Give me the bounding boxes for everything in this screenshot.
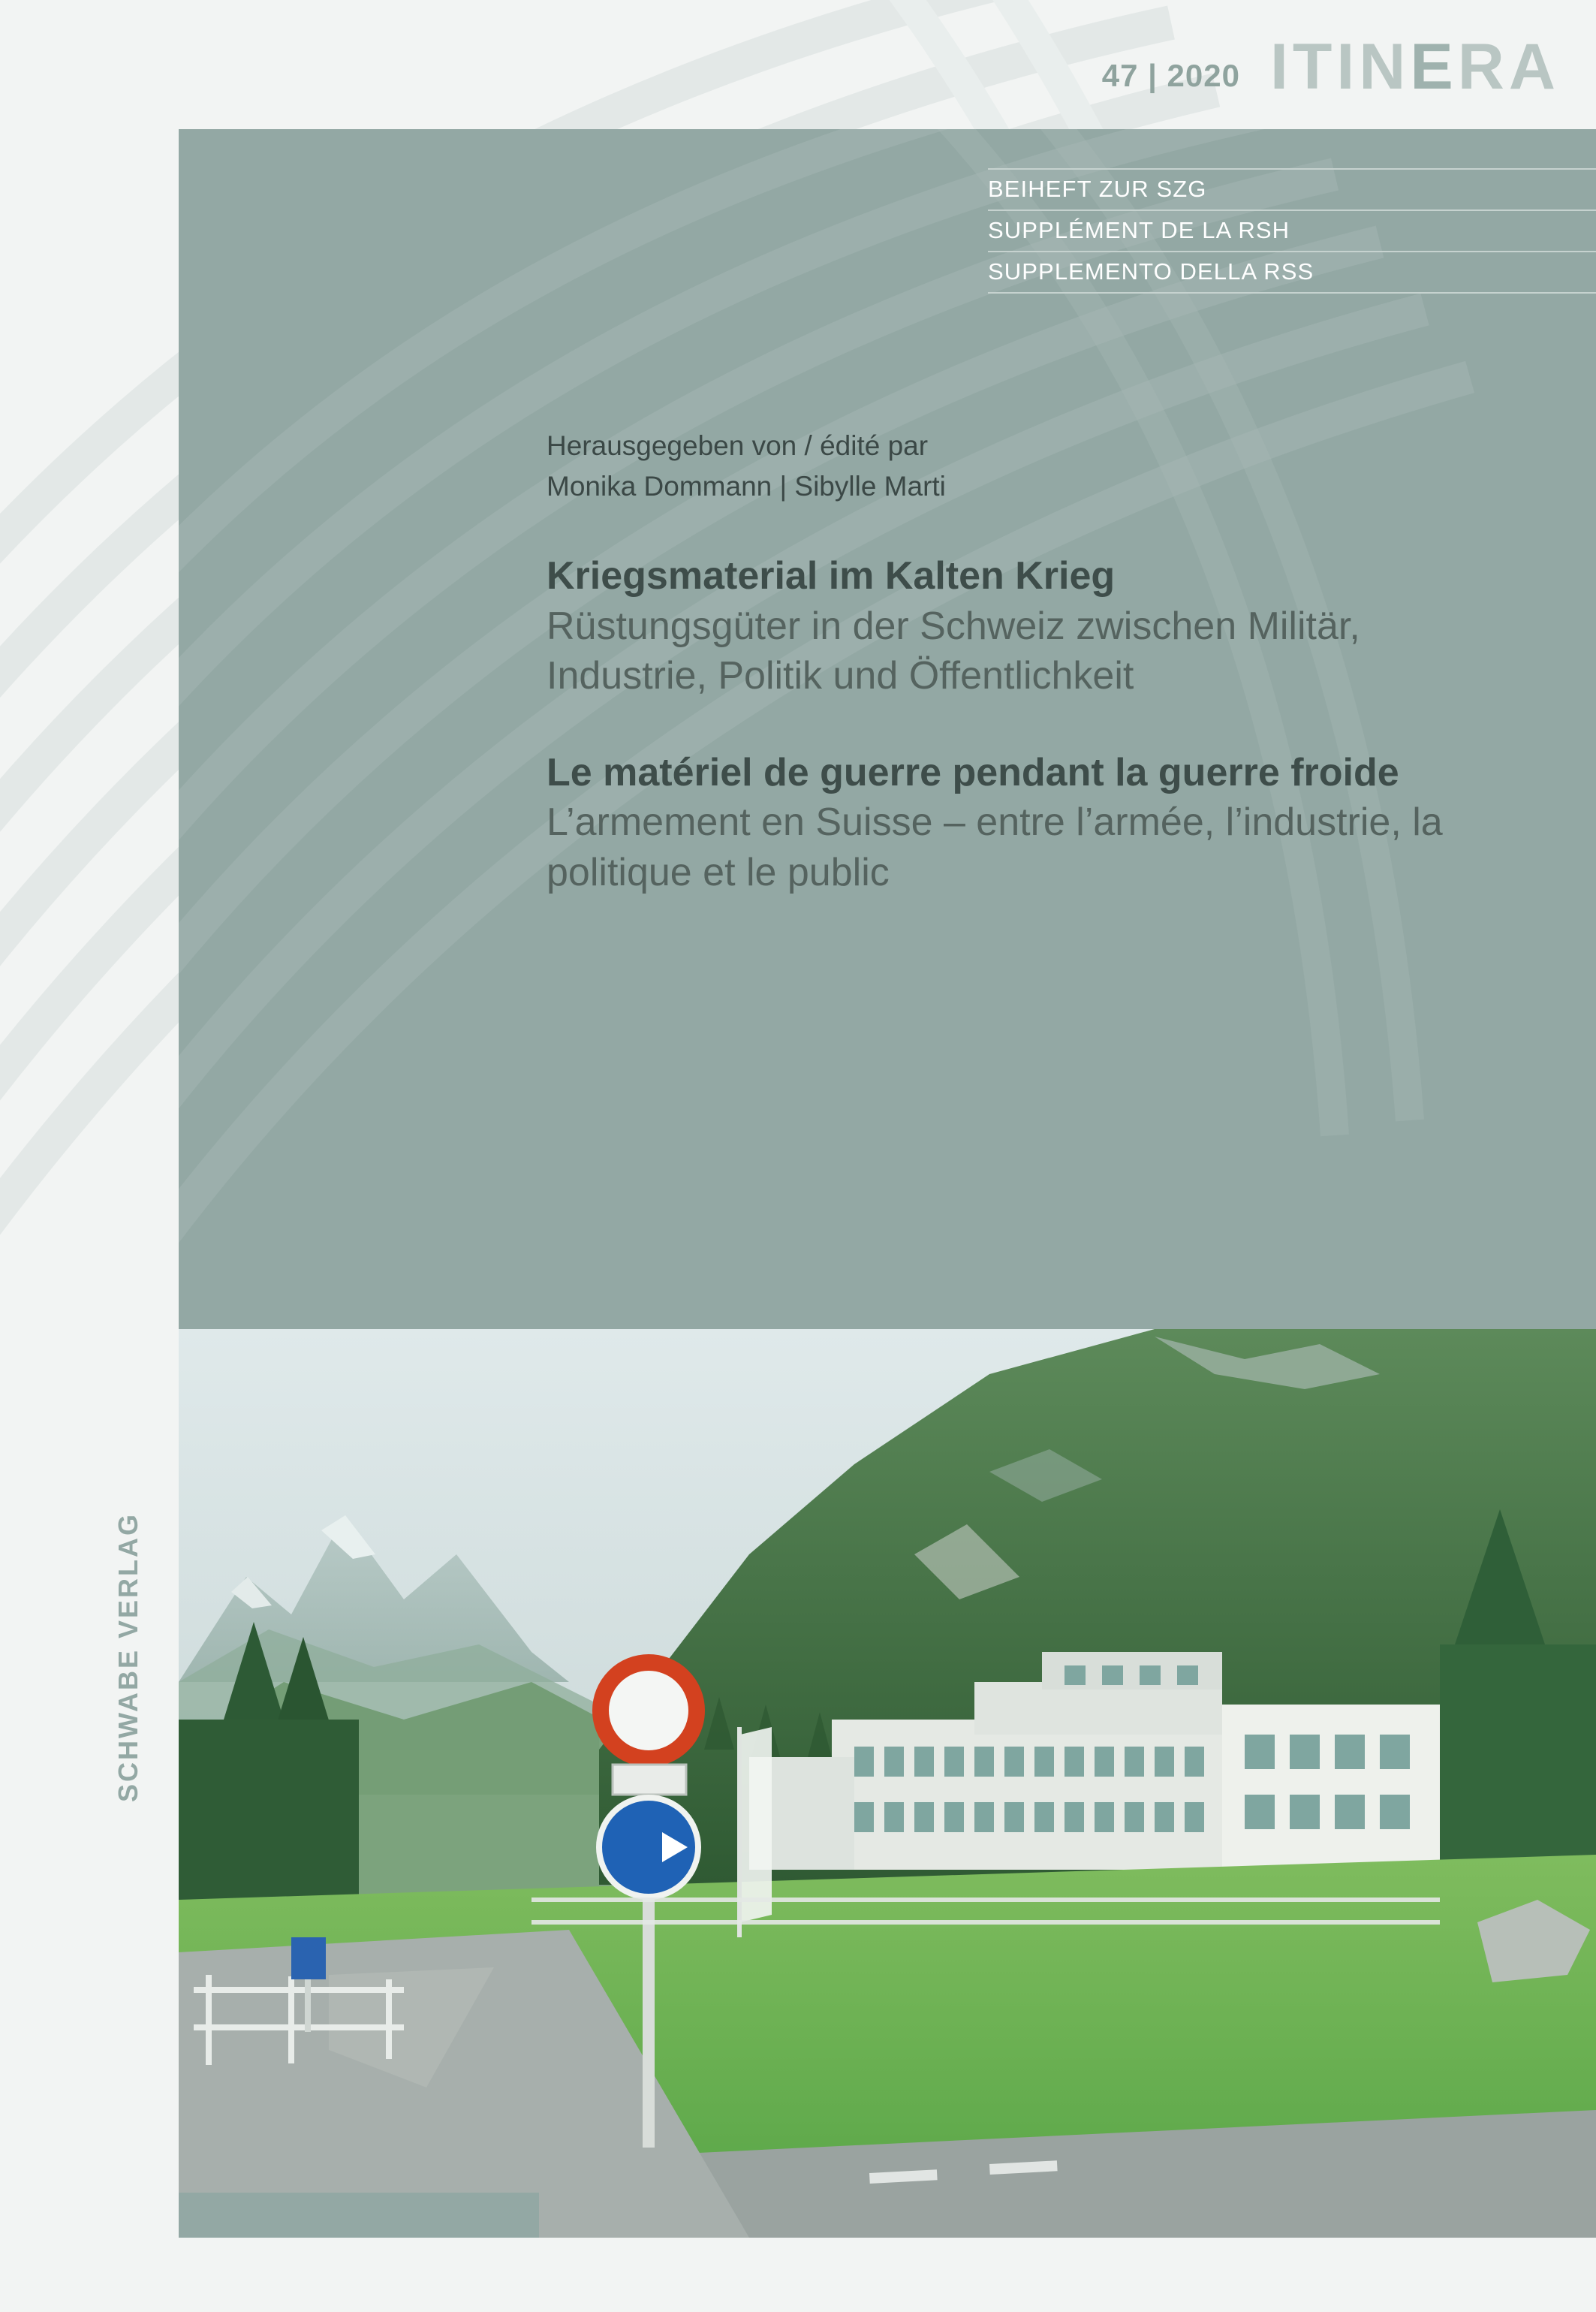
editors-names: Monika Dommann | Sibylle Marti	[547, 470, 946, 502]
issue-number: 47 | 2020	[1101, 58, 1240, 93]
masthead	[665, 30, 1596, 128]
subtitle-de: Rüstungsgüter in der Schweiz zwischen Militär, Industrie, Politik und Öffentlichkeit	[547, 604, 1360, 698]
publisher-name: SCHWABE VERLAG	[113, 1512, 143, 1802]
subtitle-fr: L’armement en Suisse – entre l’armée, l’industrie, la politique et le public	[547, 800, 1443, 895]
series-line-de: BEIHEFT ZUR SZG	[988, 168, 1596, 211]
cover-text-block	[547, 426, 1515, 898]
series-title-block	[988, 168, 1596, 294]
main-title-de: Kriegsmaterial im Kalten Krieg	[547, 554, 1116, 598]
logo-part-3: RA	[1457, 31, 1560, 103]
series-line-it: SUPPLEMENTO DELLA RSS	[988, 252, 1596, 294]
itinera-logo	[1269, 30, 1560, 103]
logo-part-1: ITIN	[1269, 31, 1411, 103]
cover-photograph	[179, 1329, 1596, 2238]
main-title-fr: Le matériel de guerre pendant la guerre froide	[547, 750, 1399, 794]
title-panel	[179, 129, 1596, 1329]
editors-label: Herausgegeben von / édité par	[547, 430, 929, 461]
series-line-fr: SUPPLÉMENT DE LA RSH	[988, 211, 1596, 252]
bottom-accent-bar	[179, 2193, 539, 2238]
logo-part-2: E	[1410, 31, 1458, 103]
